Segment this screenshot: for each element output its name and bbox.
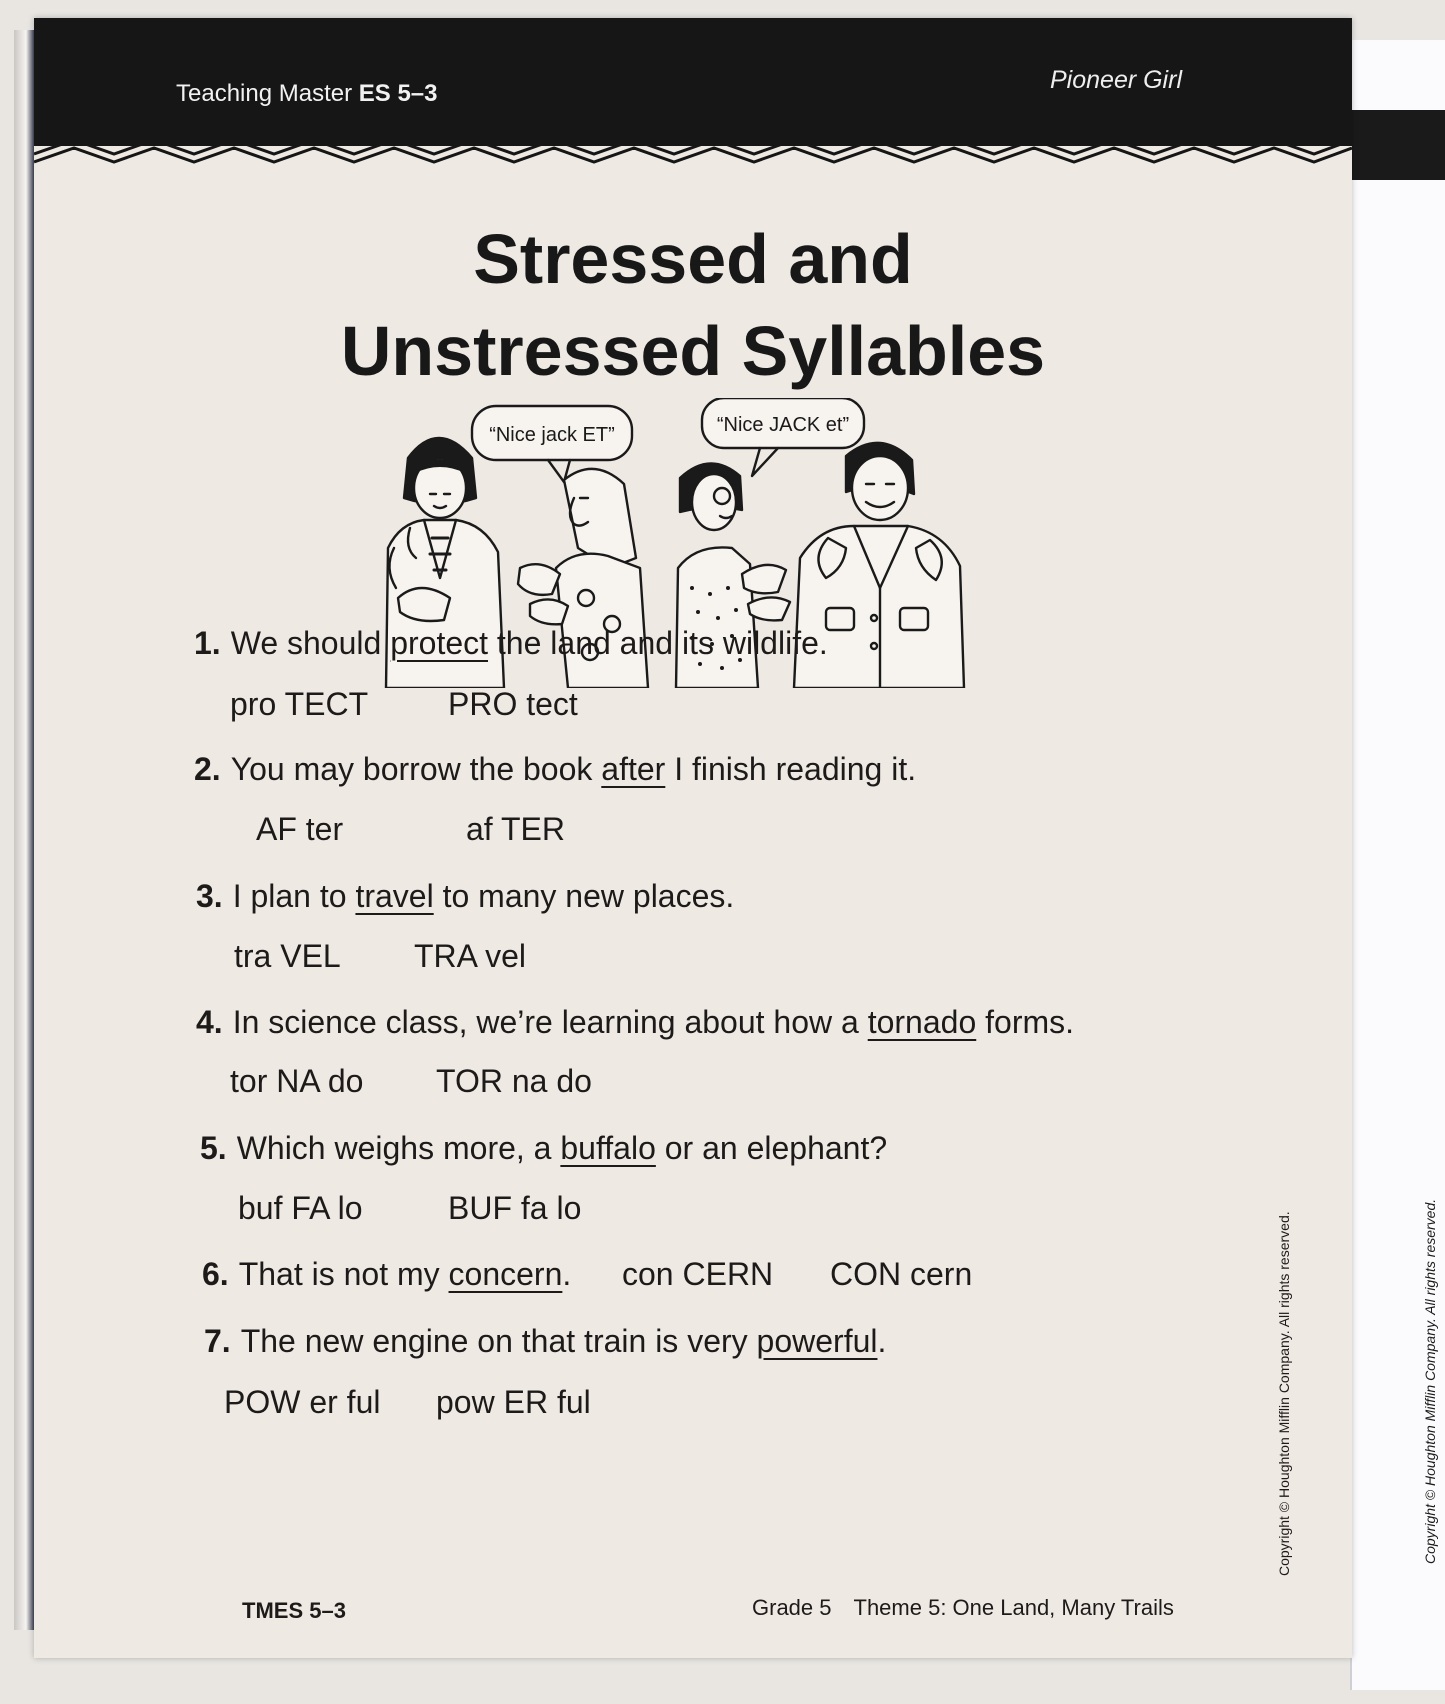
facing-page-copyright: Copyright © Houghton Mifflin Company. All rights reserved. xyxy=(1422,1198,1438,1564)
facing-page-header-band xyxy=(1352,110,1445,180)
teaching-master-code: ES 5–3 xyxy=(358,80,438,107)
teaching-master-prefix: Teaching Master xyxy=(176,80,353,107)
item-sentence-6 xyxy=(202,1256,571,1293)
item-sentence-7 xyxy=(204,1323,886,1360)
item-sentence-1 xyxy=(194,625,828,662)
exercise-items xyxy=(34,18,1352,1658)
underlined-word: concern xyxy=(448,1256,563,1292)
selection-title: Pioneer Girl xyxy=(1050,66,1182,94)
item-7-choice-a: POW er ful xyxy=(224,1384,381,1420)
item-6-choice-b: CON cern xyxy=(830,1256,973,1292)
underlined-word: after xyxy=(601,751,666,787)
item-4-choice-b: TOR na do xyxy=(436,1063,592,1099)
item-number: 7. xyxy=(204,1323,231,1359)
item-text-before: The new engine on that train is very xyxy=(240,1323,757,1359)
item-3-choice-a: tra VEL xyxy=(234,938,341,974)
item-text-before: In science class, we’re learning about how a xyxy=(232,1004,868,1040)
item-text-before: Which weighs more, a xyxy=(236,1130,561,1166)
speech-bubble-right-text: “Nice JACK et” xyxy=(716,414,850,436)
item-3-choice-b: TRA vel xyxy=(414,938,527,974)
item-text-after: or an elephant? xyxy=(655,1130,888,1166)
item-number: 3. xyxy=(196,878,223,914)
item-2-choice-a: AF ter xyxy=(256,811,344,847)
item-text-after: the land and its wildlife. xyxy=(488,625,828,661)
item-text-after: . xyxy=(877,1323,887,1359)
speech-bubble-left-text: “Nice jack ET” xyxy=(489,424,615,446)
item-5-choice-b: BUF fa lo xyxy=(448,1190,582,1226)
item-number: 4. xyxy=(196,1004,223,1040)
item-text-before: That is not my xyxy=(238,1256,449,1292)
footer-theme: Theme 5: One Land, Many Trails xyxy=(853,1595,1174,1620)
item-1-choice-b: PRO tect xyxy=(448,686,578,722)
copyright-notice: Copyright © Houghton Mifflin Company. All rights reserved. xyxy=(1276,1211,1292,1576)
item-6-choice-a: con CERN xyxy=(622,1256,774,1292)
underlined-word: protect xyxy=(390,625,489,661)
item-1-choice-a: pro TECT xyxy=(230,686,369,722)
underlined-word: tornado xyxy=(867,1004,977,1040)
footer-code: TMES 5–3 xyxy=(242,1598,346,1623)
item-text-after: . xyxy=(562,1256,572,1292)
page-title-line-1: Stressed and xyxy=(473,220,913,298)
item-text-after: forms. xyxy=(976,1004,1075,1040)
item-sentence-4 xyxy=(196,1004,1074,1041)
item-text-after: to many new places. xyxy=(433,878,735,914)
underlined-word: buffalo xyxy=(560,1130,656,1166)
item-sentence-2 xyxy=(194,751,916,788)
underlined-word: travel xyxy=(355,878,434,914)
item-sentence-5 xyxy=(200,1130,887,1167)
item-number: 6. xyxy=(202,1256,229,1292)
item-number: 5. xyxy=(200,1130,227,1166)
item-4-choice-a: tor NA do xyxy=(230,1063,364,1099)
item-text-after: I finish reading it. xyxy=(665,751,917,787)
worksheet-page xyxy=(34,18,1352,1658)
item-2-choice-b: af TER xyxy=(466,811,565,847)
item-number: 1. xyxy=(194,625,221,661)
underlined-word: powerful xyxy=(756,1323,878,1359)
page-title-line-2: Unstressed Syllables xyxy=(340,312,1046,390)
item-text-before: I plan to xyxy=(232,878,356,914)
item-sentence-3 xyxy=(196,878,734,915)
item-number: 2. xyxy=(194,751,221,787)
footer-grade: Grade 5 xyxy=(752,1595,832,1620)
item-text-before: We should xyxy=(230,625,391,661)
item-text-before: You may borrow the book xyxy=(230,751,602,787)
item-5-choice-a: buf FA lo xyxy=(238,1190,363,1226)
item-7-choice-b: pow ER ful xyxy=(436,1384,591,1420)
footer-grade-theme xyxy=(752,1595,1174,1621)
